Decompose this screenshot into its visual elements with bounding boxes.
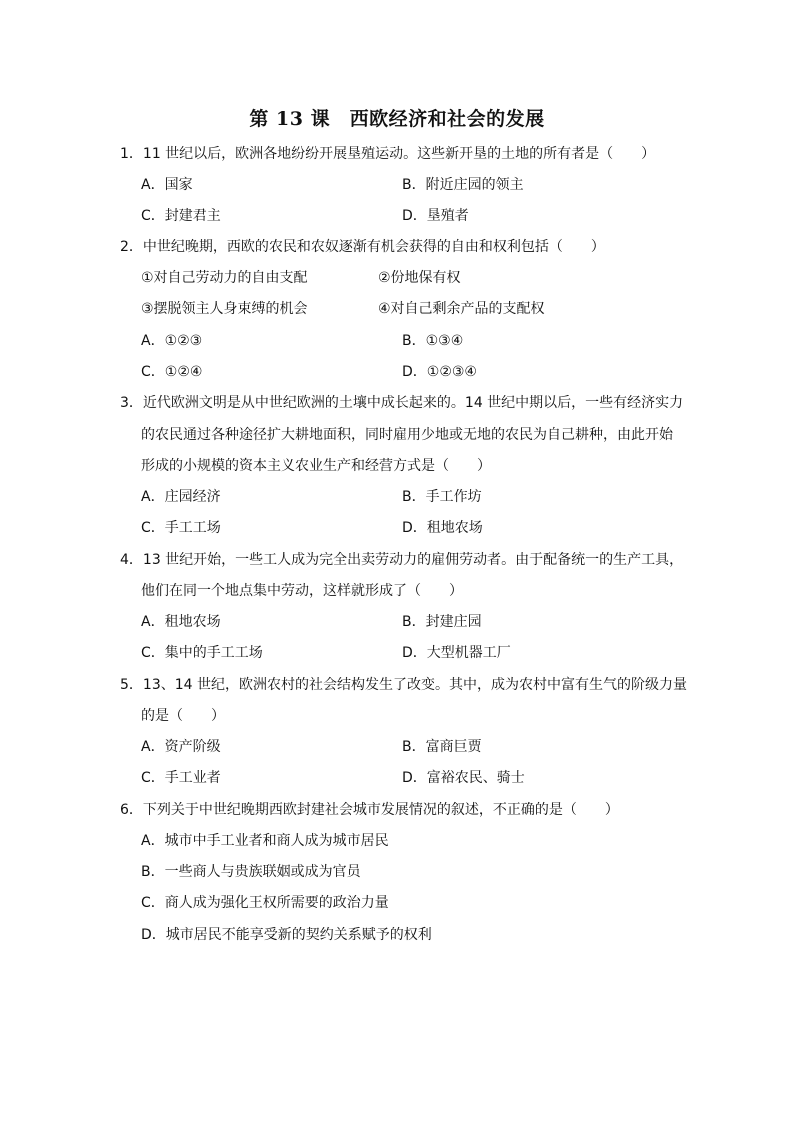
question-3-option-b: B．手工作坊 [402, 489, 482, 505]
question-4-option-b: B．封建庄园 [402, 614, 482, 630]
question-2-sub-item-4: ④对自己剩余产品的支配权 [378, 301, 545, 317]
question-2-stem: 2．中世纪晚期，西欧的农民和农奴逐渐有机会获得的自由和权利包括（ ） [120, 239, 605, 255]
page-title: 第 13 课 西欧经济和社会的发展 [249, 108, 545, 130]
question-1-stem: 1．11 世纪以后，欧洲各地纷纷开展垦殖运动。这些新开垦的土地的所有者是（ ） [120, 146, 656, 162]
question-2-sub-item-3: ③摆脱领主人身束缚的机会 [141, 301, 308, 317]
question-4-option-c: C．集中的手工工场 [141, 645, 263, 661]
question-5-option-b: B．富商巨贾 [402, 739, 482, 755]
question-3-stem-line-1: 3．近代欧洲文明是从中世纪欧洲的土壤中成长起来的。14 世纪中期以后，一些有经济实力 [120, 395, 684, 411]
question-1-option-a: A．国家 [141, 177, 193, 193]
question-3-option-c: C．手工工场 [141, 520, 221, 536]
question-4-option-d: D．大型机器工厂 [402, 645, 511, 661]
question-2-option-d: D．①②③④ [402, 364, 477, 380]
question-6-option-b: B．一些商人与贵族联姻或成为官员 [141, 864, 361, 880]
question-2-sub-item-2: ②份地保有权 [378, 270, 461, 286]
question-1-option-b: B．附近庄园的领主 [402, 177, 524, 193]
question-6-option-a: A．城市中手工业者和商人成为城市居民 [141, 833, 389, 849]
question-4-stem-line-1: 4．13 世纪开始，一些工人成为完全出卖劳动力的雇佣劳动者。由于配备统一的生产工具， [120, 552, 684, 568]
question-4-stem-line-2: 他们在同一个地点集中劳动，这样就形成了（ ） [141, 583, 463, 599]
question-3-option-a: A．庄园经济 [141, 489, 221, 505]
question-3-option-d: D．租地农场 [402, 520, 483, 536]
question-1-option-d: D．垦殖者 [402, 208, 469, 224]
question-6-option-d: D．城市居民不能享受新的契约关系赋予的权利 [141, 927, 432, 943]
question-5-option-d: D．富裕农民、骑士 [402, 770, 525, 786]
question-1-option-c: C．封建君主 [141, 208, 221, 224]
question-6-option-c: C．商人成为强化王权所需要的政治力量 [141, 895, 389, 911]
question-4-option-a: A．租地农场 [141, 614, 221, 630]
question-2-sub-item-1: ①对自己劳动力的自由支配 [141, 270, 308, 286]
question-3-stem-line-3: 形成的小规模的资本主义农业生产和经营方式是（ ） [141, 458, 491, 474]
question-5-option-a: A．资产阶级 [141, 739, 221, 755]
question-2-option-b: B．①③④ [402, 333, 464, 349]
question-5-stem-line-1: 5．13、14 世纪，欧洲农村的社会结构发生了改变。其中，成为农村中富有生气的阶级力量 [120, 677, 687, 693]
question-2-option-a: A．①②③ [141, 333, 203, 349]
question-5-stem-line-2: 的是（ ） [141, 708, 225, 724]
question-6-stem: 6．下列关于中世纪晚期西欧封建社会城市发展情况的叙述，不正确的是（ ） [120, 802, 619, 818]
question-5-option-c: C．手工业者 [141, 770, 221, 786]
question-3-stem-line-2: 的农民通过各种途径扩大耕地面积，同时雇用少地或无地的农民为自己耕种，由此开始 [141, 427, 673, 443]
question-2-option-c: C．①②④ [141, 364, 203, 380]
